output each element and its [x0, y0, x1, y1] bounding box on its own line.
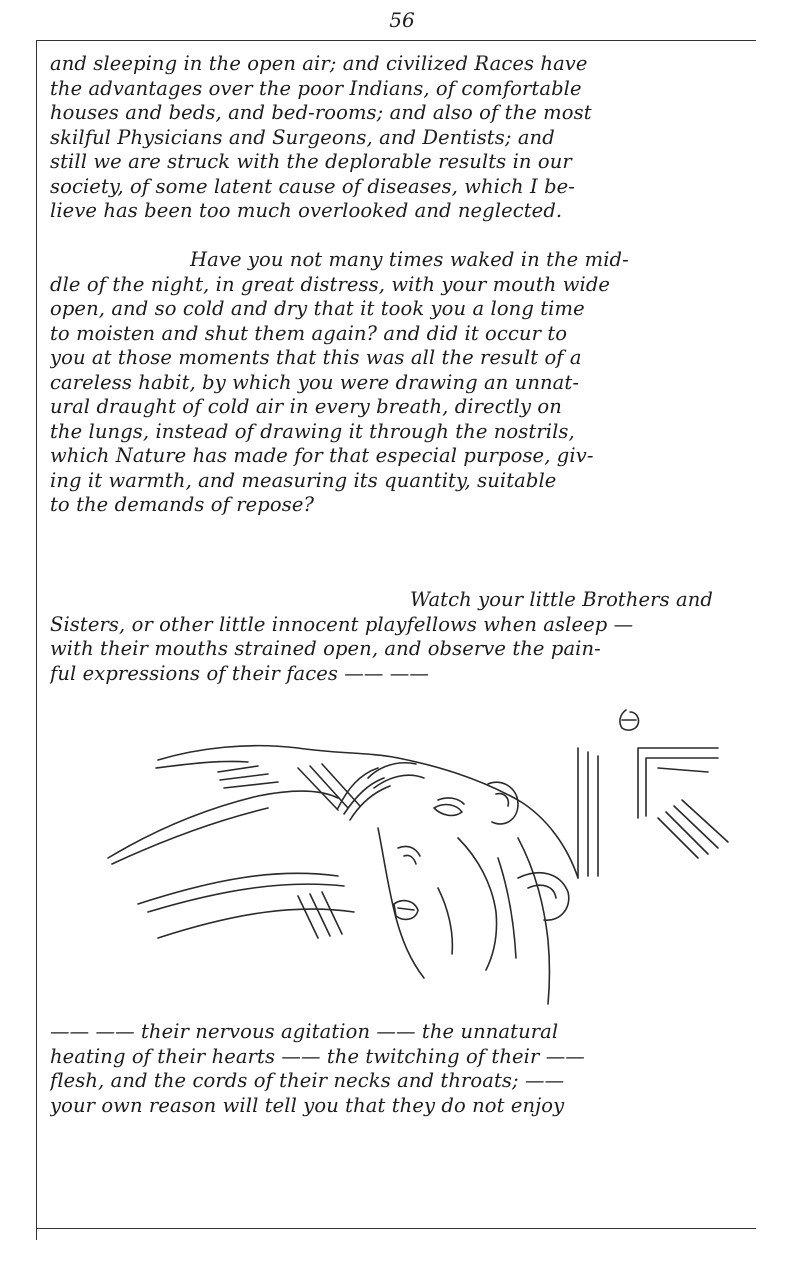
text-line: the lungs, instead of drawing it through the nostrils, [50, 419, 575, 443]
text-line: the advantages over the poor Indians, of comfortable [50, 76, 582, 100]
text-line: dle of the night, in great distress, with your mouth wide [50, 272, 611, 296]
text-line: open, and so cold and dry that it took you a long time [50, 297, 585, 320]
paragraph-3 [50, 588, 756, 686]
text-line: to moisten and shut them again? and did it occur to [50, 321, 568, 345]
text-line: houses and beds, and bed-rooms; and also of the most [50, 101, 592, 124]
text-line: careless habit, by which you were drawing an unnat- [50, 370, 580, 394]
text-line: lieve has been too much overlooked and neglected. [50, 199, 563, 222]
text-line: still we are struck with the deplorable results in our [50, 150, 572, 173]
text-line: society, of some latent cause of diseases, which I be- [50, 174, 575, 198]
paragraph-4 [50, 1020, 756, 1118]
text-line: Watch your little Brothers and [410, 588, 713, 611]
text-line: ural draught of cold air in every breath, directly on [50, 395, 562, 418]
bottom-rule [36, 1228, 756, 1229]
text-line: Sisters, or other little innocent playfellows when asleep — [50, 612, 634, 636]
sleeping-child-sketch [98, 708, 738, 1006]
top-rule [36, 40, 756, 41]
text-line: with their mouths strained open, and observe the pain- [50, 637, 601, 660]
text-line: heating of their hearts —— the twitching of their —— [50, 1044, 585, 1068]
text-line: ful expressions of their faces —— —— [50, 661, 430, 685]
text-line: and sleeping in the open air; and civilized Races have [50, 52, 588, 75]
text-line: which Nature has made for that especial purpose, giv- [50, 444, 594, 467]
text-line: to the demands of repose? [50, 493, 315, 516]
text-line: flesh, and the cords of their necks and throats; —— [50, 1069, 565, 1092]
text-line: your own reason will tell you that they do not enjoy [50, 1093, 565, 1117]
text-line: —— —— their nervous agitation —— the unnatural [50, 1020, 559, 1043]
paragraph-1 [50, 52, 756, 224]
text-line: you at those moments that this was all the result of a [50, 346, 582, 369]
paragraph-2 [50, 248, 756, 518]
text-line: skilful Physicians and Surgeons, and Dentists; and [50, 125, 555, 149]
text-line: ing it warmth, and measuring its quantity, suitable [50, 468, 557, 492]
left-margin-rule [36, 40, 37, 1240]
page-number: 56 [389, 8, 415, 32]
text-line: Have you not many times waked in the mid- [190, 248, 629, 271]
